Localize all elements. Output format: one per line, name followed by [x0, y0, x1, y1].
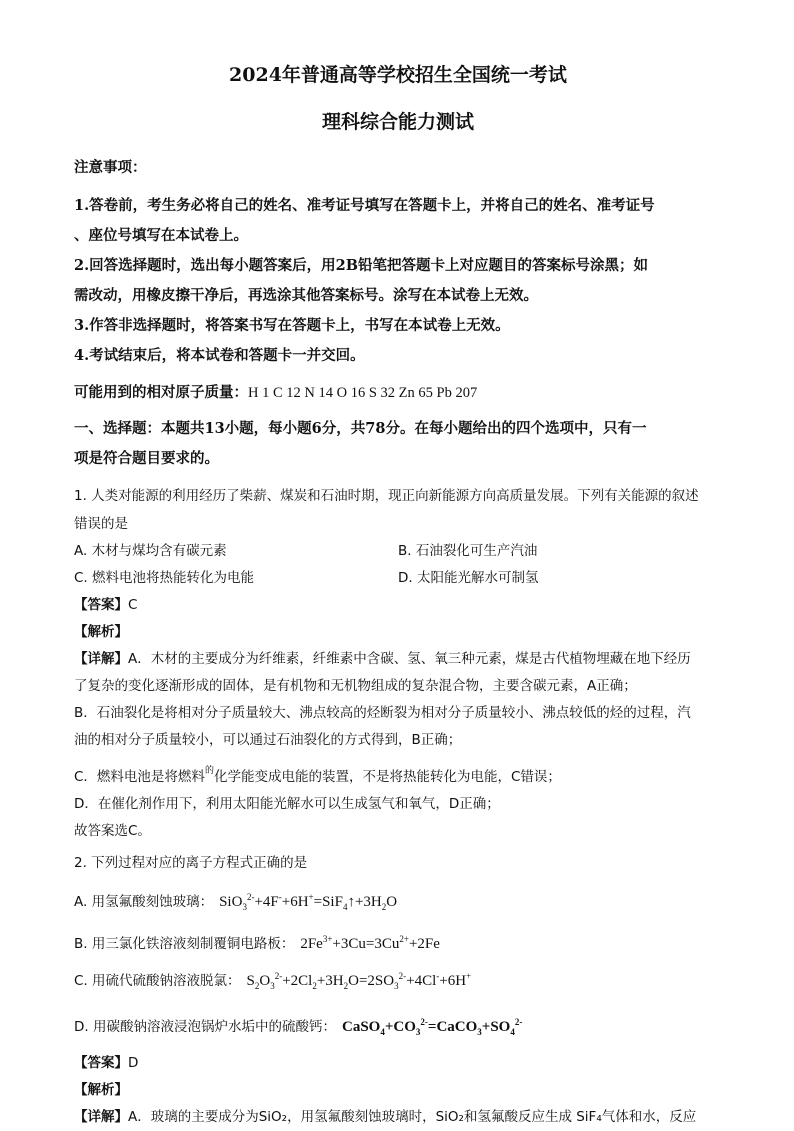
- question-1-stem: 1. 人类对能源的利用经历了柴薪、煤炭和石油时期，现正向新能源方向高质量发展。下列有关能源的叙述: [74, 488, 699, 504]
- detail-line: 故答案选C。: [74, 823, 151, 839]
- q2-analysis: [74, 1077, 722, 1104]
- q2-option-d: [74, 1006, 722, 1048]
- q2-option-b-label: B. 用三氯化铁溶液刻制覆铜电路板：: [74, 936, 295, 952]
- notice-line: 3.作答非选择题时，将答案书写在答题卡上，书写在本试卷上无效。: [74, 317, 510, 334]
- notice-line: 需改动，用橡皮擦干净后，再选涂其他答案标号。涂写在本试卷上无效。: [74, 287, 538, 304]
- detail-line: D．在催化剂作用下，利用太阳能光解水可以生成氢气和氧气，D正确；: [74, 796, 500, 812]
- detail-text: 化学能变成电能的装置，不是将热能转化为电能，C错误；: [213, 769, 561, 785]
- q2-answer: [74, 1050, 722, 1077]
- detail-line: 油的相对分子质量较小，可以通过石油裂化的方式得到，B正确；: [74, 732, 462, 748]
- analysis-label: 【解析】: [74, 624, 128, 640]
- q1-answer: [74, 592, 722, 619]
- detail-text: C．燃料电池是将燃料: [74, 769, 205, 785]
- question-1-stem: 错误的是: [74, 516, 128, 532]
- notice-list: [74, 191, 722, 371]
- question-1-options-row: [74, 565, 722, 592]
- q2-option-b: [74, 923, 722, 960]
- analysis-label: 【解析】: [74, 1082, 128, 1098]
- section-line: 项是符合题目要求的。: [74, 450, 219, 467]
- detail-line: 了复杂的变化逐渐形成的固体，是有机物和无机物组成的复杂混合物，主要含碳元素，A正确；: [74, 678, 637, 694]
- detail-small-char: 的: [204, 766, 214, 776]
- q2-option-c-label: C. 用硫代硫酸钠溶液脱氯：: [74, 973, 241, 989]
- answer-label: 【答案】: [74, 597, 128, 613]
- q2-option-a-label: A. 用氢氟酸刻蚀玻璃：: [74, 894, 214, 910]
- detail-line: B．石油裂化是将相对分子质量较大、沸点较高的烃断裂为相对分子质量较小、沸点较低的烃的过程，汽: [74, 705, 691, 721]
- question-1: [74, 482, 722, 845]
- q2-option-a: [74, 881, 722, 923]
- notice-line: 4.考试结束后，将本试卷和答题卡一并交回。: [74, 347, 365, 364]
- q1-option-a: A. 木材与煤均含有碳元素: [74, 543, 227, 559]
- question-2-stem: 2. 下列过程对应的离子方程式正确的是: [74, 855, 308, 871]
- atomic-masses-values: H 1 C 12 N 14 O 16 S 32 Zn 65 Pb 207: [248, 385, 478, 401]
- section-line: 一、选择题：本题共13小题，每小题6分，共78分。在每小题给出的四个选项中，只有一: [74, 420, 647, 437]
- q1-option-d: D. 太阳能光解水可制氢: [398, 570, 539, 586]
- answer-value: D: [128, 1055, 139, 1071]
- detail-line: [74, 1104, 722, 1131]
- notice-line: 、座位号填写在本试卷上。: [74, 227, 248, 244]
- q2-option-a-equation: $SiO_3^{2-}+4F^-+6H^+=SiF_4↑+3H_2O$: [219, 892, 398, 912]
- exam-subtitle: 理科综合能力测试: [321, 111, 474, 133]
- notice-line: 1.答卷前，考生务必将自己的姓名、准考证号填写在答题卡上，并将自己的姓名、准考证号: [74, 197, 655, 214]
- detail-label: 【详解】: [74, 651, 128, 667]
- atomic-masses: [74, 381, 722, 402]
- question-1-options-row: [74, 538, 722, 565]
- q2-option-b-equation: $2Fe^{3+}+3Cu=3Cu^{2+}+2Fe$: [300, 934, 440, 952]
- question-2: [74, 849, 722, 1131]
- section-heading: [74, 414, 722, 474]
- q1-option-c: C. 燃料电池将热能转化为电能: [74, 570, 255, 586]
- q1-analysis: [74, 619, 722, 646]
- detail-text: A．玻璃的主要成分为SiO₂，用氢氟酸刻蚀玻璃时，SiO₂和氢氟酸反应生成 SiF₄气体和水，反应: [128, 1109, 697, 1125]
- q2-option-d-label: D. 用碳酸钠溶液浸泡锅炉水垢中的硫酸钙：: [74, 1019, 336, 1035]
- exam-title: 2024年普通高等学校招生全国统一考试: [229, 64, 567, 86]
- detail-line: [74, 758, 722, 791]
- answer-value: C: [128, 597, 138, 613]
- answer-label: 【答案】: [74, 1055, 128, 1071]
- q1-option-b: B. 石油裂化可生产汽油: [398, 543, 538, 559]
- q2-option-c: [74, 960, 722, 1002]
- notice-heading: 注意事项：: [74, 159, 147, 176]
- q1-detail: [74, 646, 722, 845]
- detail-line: [74, 646, 722, 673]
- detail-text: A．木材的主要成分为纤维素，纤维素中含碳、氢、氧三种元素，煤是古代植物埋藏在地下经历: [128, 651, 691, 667]
- detail-label: 【详解】: [74, 1109, 128, 1125]
- atomic-masses-label: 可能用到的相对原子质量：: [74, 384, 248, 401]
- q2-detail: [74, 1104, 722, 1131]
- q2-option-c-equation: $S_2O_3^{2-}+2Cl_2+3H_2O=2SO_3^{2-}+4Cl^-+6H^+$: [246, 971, 472, 991]
- q2-option-d-equation: $CaSO_4+CO_3^{2-}=CaCO_3+SO_4^{2-}$: [341, 1017, 523, 1037]
- notice-line: 2.回答选择题时，选出每小题答案后，用2B铅笔把答题卡上对应题目的答案标号涂黑；如: [74, 257, 648, 274]
